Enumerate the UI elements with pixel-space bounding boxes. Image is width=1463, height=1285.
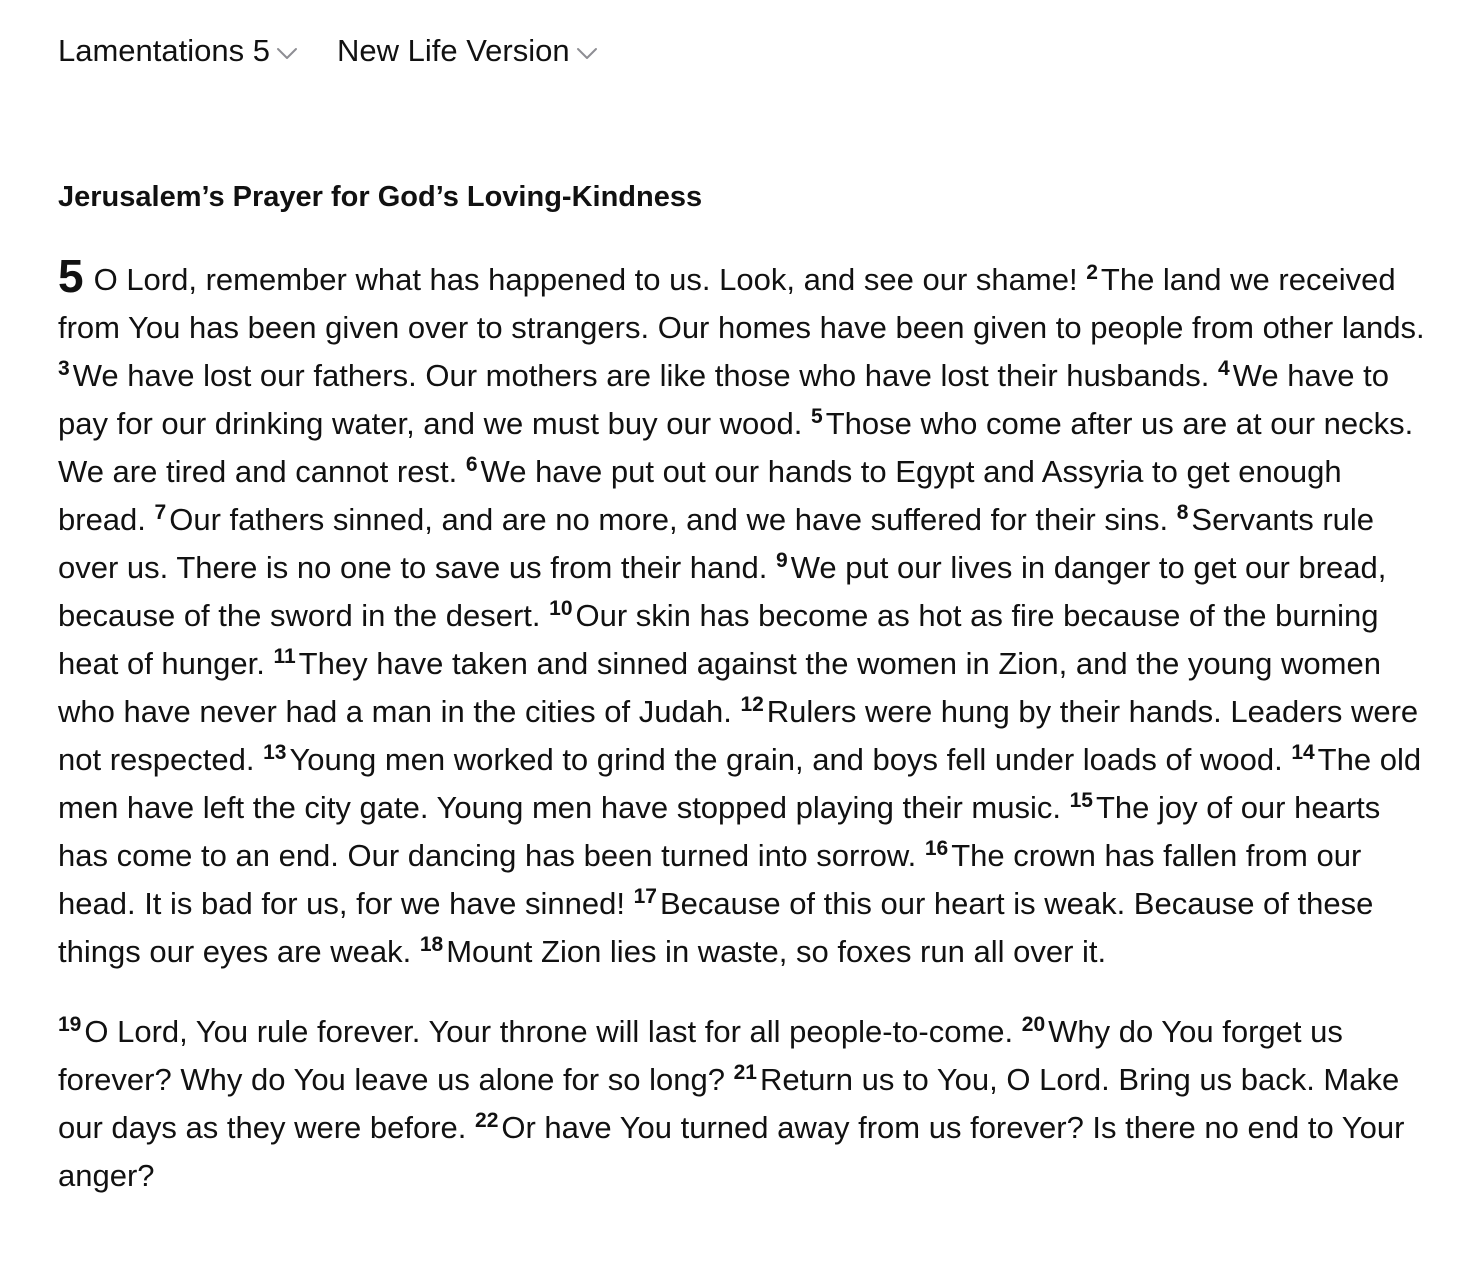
verse-number: 20 — [1021, 1013, 1046, 1036]
verse-text: We put our lives in danger to get our bread, because of the sword in the desert. — [58, 550, 1387, 633]
verse-number: 21 — [733, 1061, 757, 1084]
verse-number: 6 — [465, 453, 478, 476]
verse[interactable] — [58, 358, 1209, 393]
version-label: New Life Version — [336, 33, 570, 68]
verse-number: 9 — [776, 549, 788, 572]
verse[interactable] — [155, 502, 1169, 537]
verse-text: We have lost our fathers. Our mothers are like those who have lost their husbands. — [72, 358, 1210, 393]
verse-text: The old men have left the city gate. Young men have stopped playing their music. — [58, 742, 1422, 825]
verse-number: 5 — [811, 405, 823, 428]
verse-text: Servants rule over us. There is no one to save us from their hand. — [58, 502, 1375, 585]
verse[interactable] — [58, 1014, 1013, 1049]
verse-number: 12 — [740, 693, 764, 716]
verse-number: 18 — [419, 933, 444, 956]
verse-number: 8 — [1176, 501, 1189, 524]
verse-number: 4 — [1218, 357, 1230, 380]
reader-toolbar — [58, 30, 599, 72]
verse-text: O Lord, remember what has happened to us. Look, and see our shame! — [93, 262, 1078, 297]
verse-number: 14 — [1291, 741, 1315, 764]
verse-text: O Lord, You rule forever. Your throne will last for all people-to-come. — [84, 1014, 1014, 1049]
verse-text: The crown has fallen from our head. It is bad for us, for we have sinned! — [58, 838, 1362, 921]
version-selector[interactable] — [337, 30, 599, 72]
verse-text: They have taken and sinned against the women in Zion, and the young women who have never had a man in the cities of Judah. — [58, 646, 1381, 729]
verse-text: Our fathers sinned, and are no more, and we have suffered for their sins. — [169, 502, 1169, 537]
verse-number: 7 — [154, 501, 167, 524]
verse-text: Or have You turned away from us forever? Is there no end to Your anger? — [58, 1110, 1405, 1193]
verse-text: Young men worked to grind the grain, and boys fell under loads of wood. — [289, 742, 1283, 777]
verse-text: Those who come after us are at our necks. We are tired and cannot rest. — [58, 406, 1414, 489]
paragraph — [58, 250, 1438, 976]
paragraph — [58, 1008, 1438, 1200]
verse-number: 10 — [549, 597, 573, 620]
verse[interactable] — [263, 742, 1283, 777]
verse-text: The land we received from You has been given over to strangers. Our homes have been given to people from other lands. — [58, 262, 1425, 345]
chapter-text — [58, 250, 1438, 1200]
verse-number: 2 — [1086, 261, 1098, 284]
verse-text: We have put out our hands to Egypt and Assyria to get enough bread. — [58, 454, 1342, 537]
verse-text: Rulers were hung by their hands. Leaders were not respected. — [58, 694, 1419, 777]
verse-number: 22 — [475, 1109, 499, 1132]
verse-text: Our skin has become as hot as fire because of the burning heat of hunger. — [58, 598, 1379, 681]
verse-number: 13 — [263, 741, 287, 764]
verse-number: 16 — [924, 837, 949, 860]
verse-text: The joy of our hearts has come to an end. Our dancing has been turned into sorrow. — [58, 790, 1381, 873]
book-chapter-selector[interactable] — [58, 30, 299, 72]
verse[interactable] — [420, 934, 1106, 969]
verse-text: We have to pay for our drinking water, and we must buy our wood. — [58, 358, 1389, 441]
verse-number: 17 — [633, 885, 657, 908]
chevron-down-icon — [275, 41, 299, 65]
verse-text: Mount Zion lies in waste, so foxes run all over it. — [446, 934, 1107, 969]
verse-text: Why do You forget us forever? Why do You leave us alone for so long? — [58, 1014, 1343, 1097]
chevron-down-icon — [575, 41, 599, 65]
verse-number: 3 — [58, 357, 70, 380]
verse-text: Because of this our heart is weak. Because of these things our eyes are weak. — [58, 886, 1374, 969]
verse[interactable] — [94, 262, 1078, 297]
verse-number: 11 — [273, 645, 296, 668]
book-chapter-label: Lamentations 5 — [58, 33, 270, 68]
chapter-number: 5 — [58, 250, 84, 302]
verse-number: 15 — [1069, 789, 1093, 812]
verse-text: Return us to You, O Lord. Bring us back. Make our days as they were before. — [58, 1062, 1400, 1145]
section-heading: Jerusalem’s Prayer for God’s Loving-Kindness — [58, 181, 703, 213]
verse-number: 19 — [58, 1013, 82, 1036]
